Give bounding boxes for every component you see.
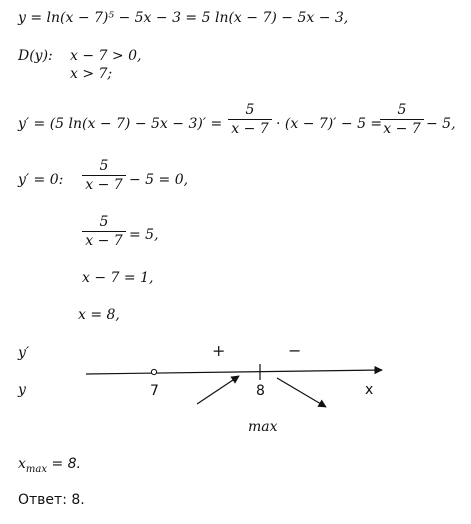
equation-4: x = 8, (78, 307, 120, 323)
domain-inequality-1: x − 7 > 0, (70, 48, 142, 64)
sign-minus: − (288, 341, 302, 360)
derivative-middle: · (x − 7)′ − 5 = (276, 116, 383, 132)
xmax-value: = 8. (47, 456, 81, 472)
point-label-7: 7 (150, 383, 159, 399)
domain-label: D(y): (18, 48, 53, 64)
fraction-denominator: x − 7 (85, 177, 123, 193)
critical-equation-label: y′ = 0: (18, 172, 64, 188)
equation-1-tail: − 5 = 0, (129, 172, 189, 188)
equation-2-tail: = 5, (129, 227, 159, 243)
derivative-tail: − 5, (426, 116, 456, 132)
point-label-8: 8 (256, 383, 265, 399)
equation-3: x − 7 = 1, (82, 270, 154, 286)
function-definition: y = ln(x − 7)⁵ − 5x − 3 = 5 ln(x − 7) − 5x − 3, (18, 10, 349, 26)
answer (18, 492, 85, 508)
derivative-row-label: y′ (18, 345, 30, 361)
fraction-denominator: x − 7 (231, 121, 269, 137)
answer-value: 8. (71, 492, 85, 508)
xmax-variable: x (18, 456, 26, 472)
fraction-numerator: 5 (397, 102, 407, 118)
sign-plus: + (212, 341, 226, 360)
increasing-arrow (197, 376, 239, 404)
fraction-numerator: 5 (245, 102, 255, 118)
xmax-subscript: max (25, 463, 47, 475)
domain-inequality-2: x > 7; (70, 66, 113, 82)
xmax-result (18, 456, 81, 478)
fraction-numerator: 5 (99, 158, 109, 174)
axis-label-x: x (365, 382, 374, 398)
x-axis-line (86, 370, 382, 374)
fraction-denominator: x − 7 (383, 121, 421, 137)
decreasing-arrow (277, 378, 326, 407)
fraction-denominator: x − 7 (85, 233, 123, 249)
fraction-numerator: 5 (99, 214, 109, 230)
function-row-label: y (18, 382, 26, 398)
open-point-7 (151, 369, 156, 374)
derivative-lhs: y′ = (5 ln(x − 7) − 5x − 3)′ = (18, 116, 223, 132)
extremum-label: max (248, 419, 278, 435)
answer-label: Ответ: (18, 492, 67, 508)
